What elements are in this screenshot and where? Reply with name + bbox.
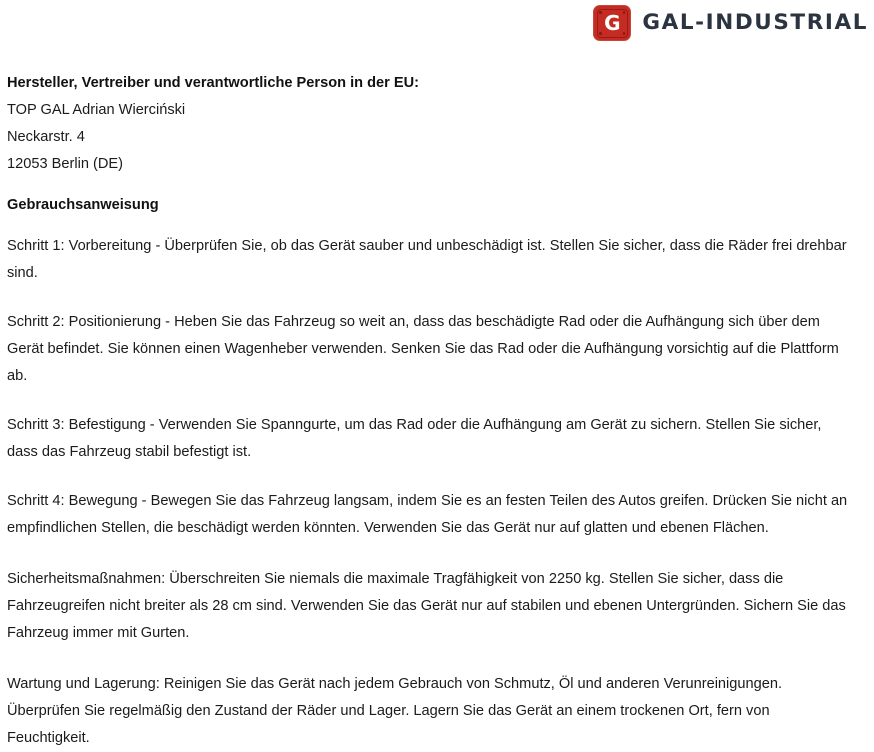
maintenance-text: Wartung und Lagerung: Reinigen Sie das Gerät nach jedem Gebrauch von Schmutz, Öl und anderen Verunreinigungen. Überprüfen Sie regelmäßig den Zustand der Räder und Lager. Lagern Sie das Gerät an einem trockenen Ort, fern von Feuchtigkeit. (7, 676, 783, 746)
instructions-heading: Gebrauchsanweisung (7, 197, 159, 213)
spacer (7, 466, 855, 488)
instruction-step-1: Schritt 1: Vorbereitung - Überprüfen Sie, ob das Gerät sauber und unbeschädigt ist. Stellen Sie sicher, dass die Räder frei drehbar sind. (7, 238, 847, 281)
brand-wordmark: GAL-INDUSTRIAL (642, 10, 868, 36)
spacer (7, 542, 855, 566)
spacer (7, 178, 855, 192)
manufacturer-street: Neckarstr. 4 (7, 129, 85, 145)
manufacturer-section (7, 70, 855, 178)
instruction-step-3: Schritt 3: Befestigung - Verwenden Sie Spanngurte, um das Rad oder die Aufhängung am Gerät zu sichern. Stellen Sie sicher, dass das Fahrzeug stabil befestigt ist. (7, 417, 822, 460)
maintenance-section (7, 671, 855, 752)
manufacturer-heading: Hersteller, Vertreiber und verantwortliche Person in der EU: (7, 75, 420, 91)
spacer (7, 390, 855, 412)
logo-letter-g: G (604, 10, 621, 35)
safety-section (7, 566, 855, 647)
spacer (7, 219, 855, 233)
manufacturer-name: TOP GAL Adrian Wierciński (7, 102, 186, 118)
spacer (7, 647, 855, 671)
safety-text: Sicherheitsmaßnahmen: Überschreiten Sie niemals die maximale Tragfähigkeit von 2250 kg. Stellen Sie sicher, dass die Fahrzeugreifen nicht breiter als 28 cm sind. Verwenden Sie das Gerät nur auf stabilen und ebenen Untergründen. Sichern Sie das Fahrzeug immer mit Gurten. (7, 571, 846, 641)
document-body (7, 70, 855, 752)
gal-logo-icon (593, 5, 631, 41)
brand-header (593, 5, 868, 41)
instruction-step-2: Schritt 2: Positionierung - Heben Sie das Fahrzeug so weit an, dass das beschädigte Rad oder die Aufhängung sich über dem Gerät befindet. Sie können einen Wagenheber verwenden. Senken Sie das Rad oder die Aufhängung vorsichtig auf die Plattform ab. (7, 314, 839, 384)
spacer (7, 287, 855, 309)
instructions-section (7, 192, 855, 542)
manufacturer-city: 12053 Berlin (DE) (7, 156, 123, 172)
instruction-step-4: Schritt 4: Bewegung - Bewegen Sie das Fahrzeug langsam, indem Sie es an festen Teilen des Autos greifen. Drücken Sie nicht an empfindlichen Stellen, die beschädigt werden könnten. Verwenden Sie das Gerät nur auf glatten und ebenen Flächen. (7, 493, 848, 536)
